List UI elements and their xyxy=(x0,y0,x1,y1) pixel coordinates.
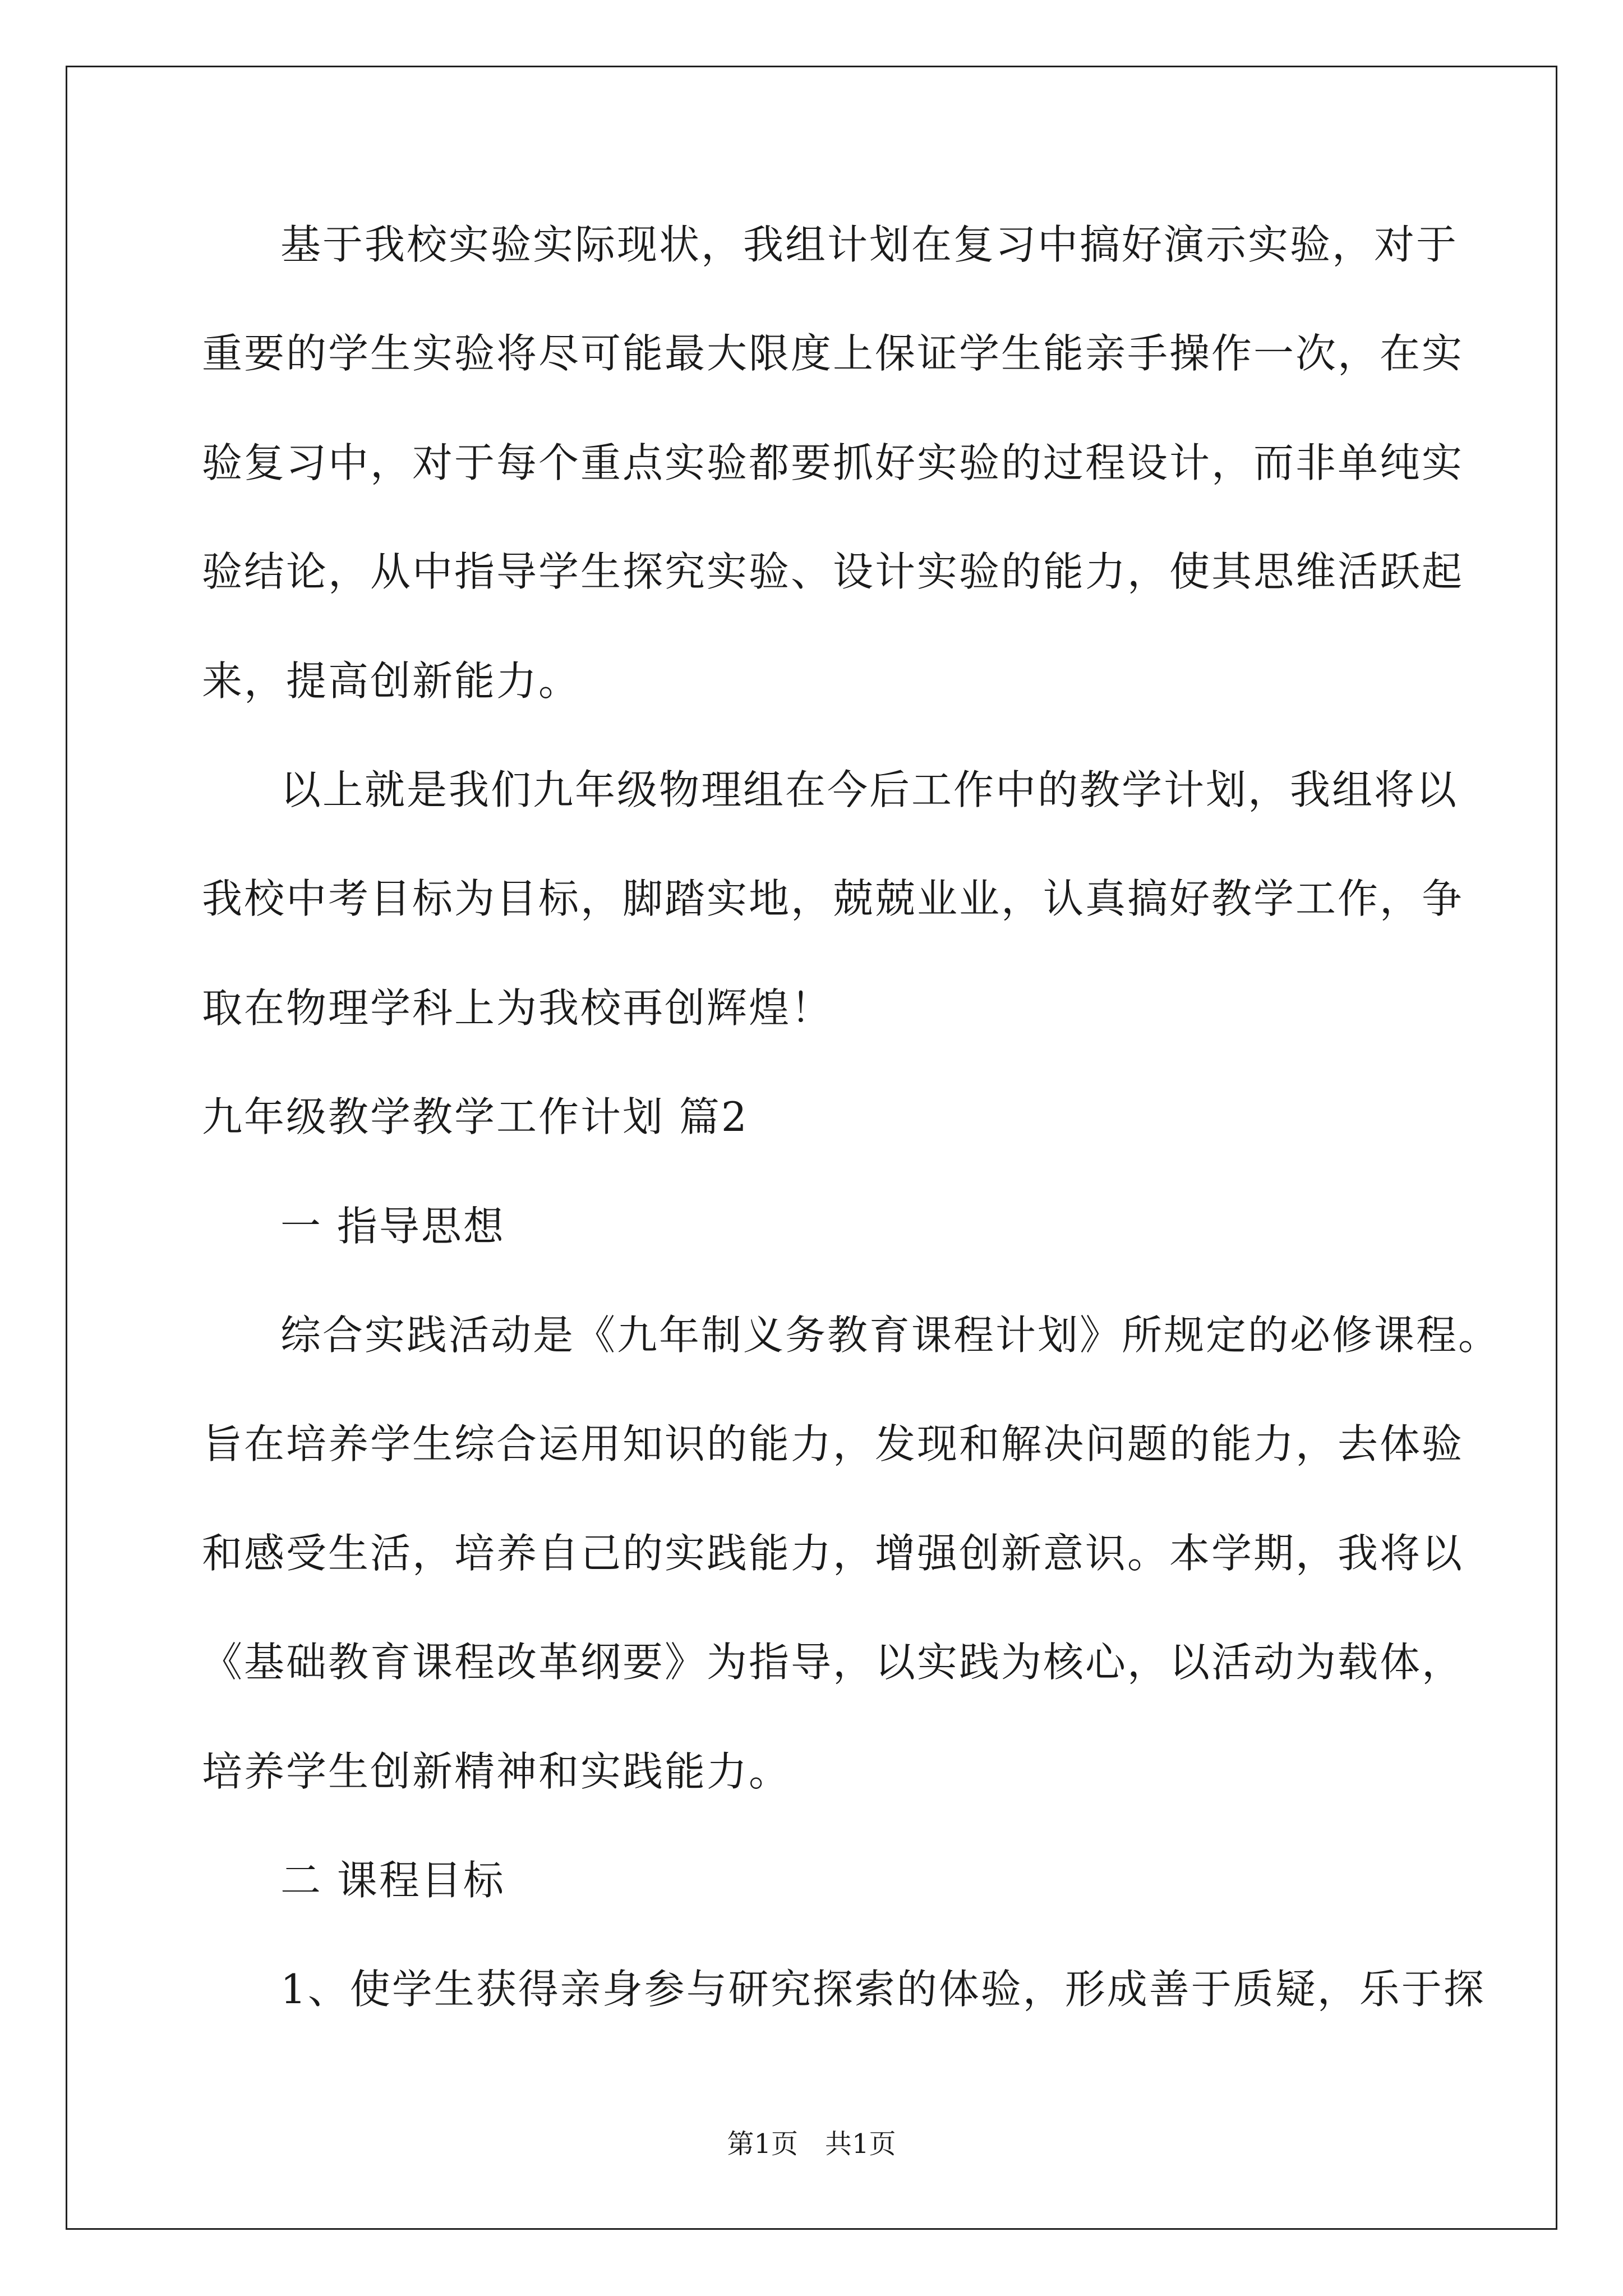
section-title: 九年级教学教学工作计划 篇2 xyxy=(202,1093,749,1140)
heading-guiding-ideology: 一 指导思想 xyxy=(280,1203,505,1250)
paragraph-line: 和感受生活，培养自己的实践能力，增强创新意识。本学期，我将以 xyxy=(202,1530,1464,1577)
paragraph-line: 《基础教育课程改革纲要》为指导，以实践为核心，以活动为载体， xyxy=(202,1639,1464,1686)
page-border xyxy=(66,66,1557,2230)
paragraph-line: 验复习中，对于每个重点实验都要抓好实验的过程设计，而非单纯实 xyxy=(202,439,1464,486)
paragraph-line: 综合实践活动是《九年制义务教育课程计划》所规定的必修课程。 xyxy=(280,1312,1501,1359)
paragraph-line: 基于我校实验实际现状，我组计划在复习中搞好演示实验，对于 xyxy=(280,221,1459,268)
paragraph-line: 培养学生创新精神和实践能力。 xyxy=(202,1748,791,1795)
paragraph-line: 重要的学生实验将尽可能最大限度上保证学生能亲手操作一次，在实 xyxy=(202,330,1464,377)
paragraph-line: 以上就是我们九年级物理组在今后工作中的教学计划，我组将以 xyxy=(280,766,1459,813)
paragraph-line: 来，提高创新能力。 xyxy=(202,657,581,705)
paragraph-line: 验结论，从中指导学生探究实验、设计实验的能力，使其思维活跃起 xyxy=(202,548,1464,595)
paragraph-line: 我校中考目标为目标，脚踏实地，兢兢业业，认真搞好教学工作，争 xyxy=(202,875,1464,922)
paragraph-line: 1、使学生获得亲身参与研究探索的体验，形成善于质疑，乐于探 xyxy=(280,1966,1486,2013)
paragraph-line: 旨在培养学生综合运用知识的能力，发现和解决问题的能力，去体验 xyxy=(202,1420,1464,1467)
heading-course-objectives: 二 课程目标 xyxy=(280,1857,505,1904)
paragraph-line: 取在物理学科上为我校再创辉煌！ xyxy=(202,984,833,1032)
page-number-footer: 第1页 共1页 xyxy=(727,2128,896,2160)
